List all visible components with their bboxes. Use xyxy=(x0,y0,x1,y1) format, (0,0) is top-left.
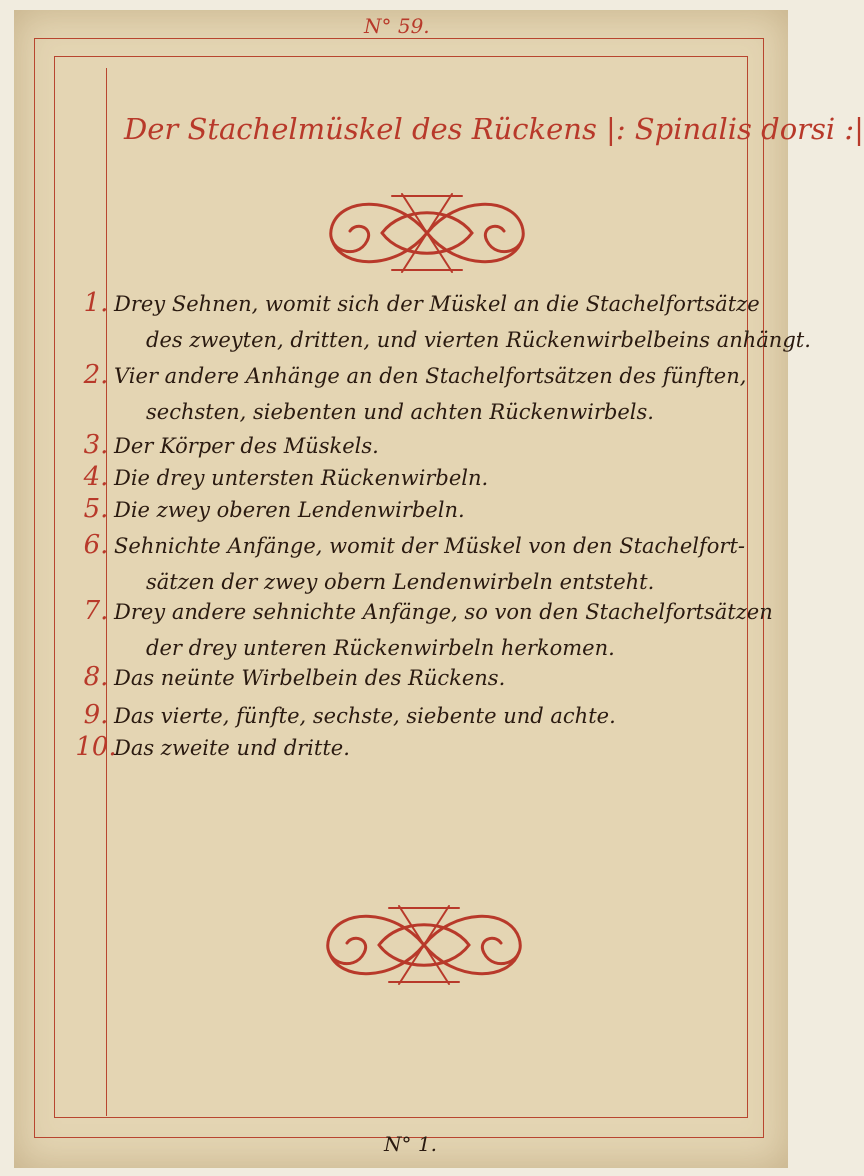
folio-number: N° 59. xyxy=(364,14,430,38)
item-text: Das neünte Wirbelbein des Rückens. xyxy=(114,666,506,690)
flourish-ornament-bottom-icon xyxy=(299,898,549,992)
item-text-continued: sechsten, siebenten und achten Rückenwirbels. xyxy=(146,400,654,424)
margin-rule xyxy=(106,68,107,1116)
item-number: 5. xyxy=(83,494,109,524)
flourish-ornament-top-icon xyxy=(302,186,552,280)
page-title xyxy=(124,112,864,146)
item-number: 8. xyxy=(83,662,109,692)
item-text: Sehnichte Anfänge, womit der Müskel von den Stachelfort- xyxy=(114,534,745,558)
item-number: 2. xyxy=(83,360,109,390)
item-number: 9. xyxy=(83,700,109,730)
item-text: Das vierte, fünfte, sechste, siebente und achte. xyxy=(114,704,616,728)
item-text: Drey andere sehnichte Anfänge, so von den Stachelfortsätzen xyxy=(114,600,773,624)
item-text-continued: sätzen der zwey obern Lendenwirbeln entsteht. xyxy=(146,570,655,594)
item-number: 3. xyxy=(83,430,109,460)
catchword: N° 1. xyxy=(384,1132,437,1156)
item-text: Drey Sehnen, womit sich der Müskel an die Stachelfortsätze xyxy=(114,292,760,316)
item-text: Das zweite und dritte. xyxy=(114,736,350,760)
title-german: Der Stachelmüskel des Rückens xyxy=(124,112,597,146)
item-number: 6. xyxy=(83,530,109,560)
item-text: Vier andere Anhänge an den Stachelfortsätzen des fünften, xyxy=(114,364,747,388)
item-number: 10. xyxy=(75,732,117,762)
item-text-continued: der drey unteren Rückenwirbeln herkomen. xyxy=(146,636,615,660)
item-text: Die drey untersten Rückenwirbeln. xyxy=(114,466,489,490)
manuscript-page xyxy=(14,10,864,1168)
item-text-continued: des zweyten, dritten, und vierten Rückenwirbelbeins anhängt. xyxy=(146,328,811,352)
item-text: Die zwey oberen Lendenwirbeln. xyxy=(114,498,465,522)
item-text: Der Körper des Müskels. xyxy=(114,434,379,458)
item-number: 1. xyxy=(83,288,109,318)
item-number: 4. xyxy=(83,462,109,492)
item-number: 7. xyxy=(83,596,109,626)
title-latin: |: Spinalis dorsi :| xyxy=(606,112,864,146)
